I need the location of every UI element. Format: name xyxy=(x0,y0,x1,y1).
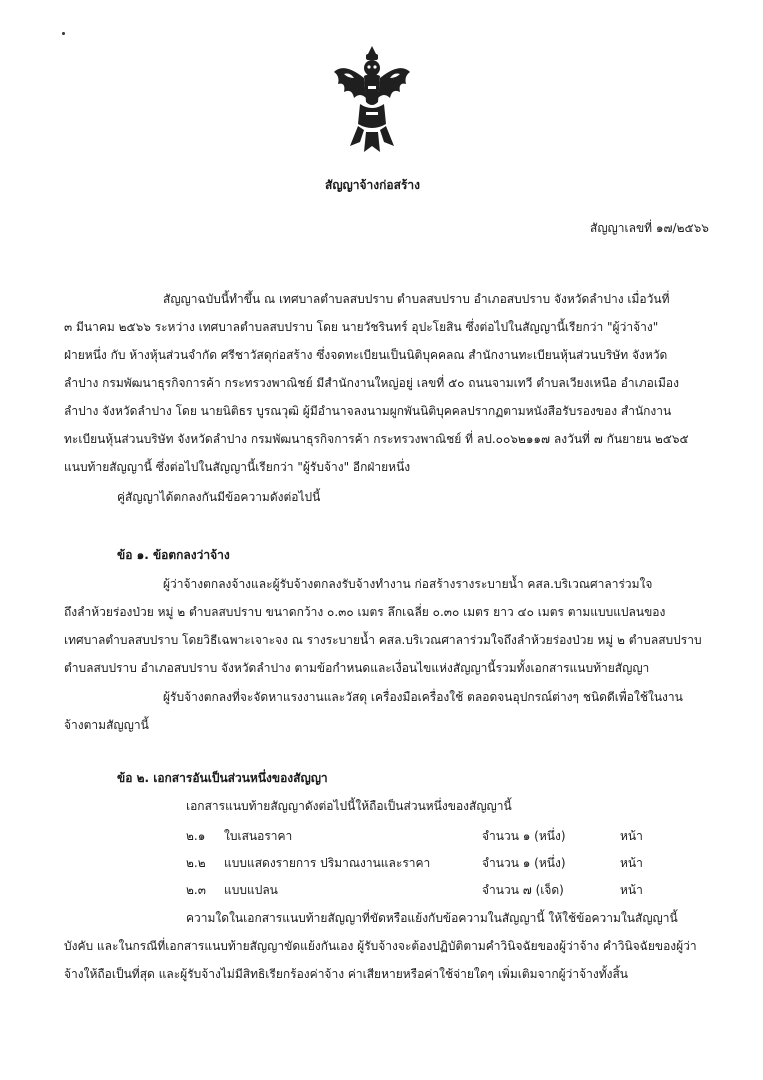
attachment-count: จำนวน ๑ (หนึ่ง) xyxy=(482,856,566,870)
preamble-line: ลำปาง จังหวัดลำปาง โดย นายนิติธร บูรณวุฒิ ผู้มีอำนาจลงนามผูกพันนิติบุคคลปรากฏตามหนังสือรับรองของ สำนักงาน xyxy=(64,404,672,418)
preamble-line: ทะเบียนหุ้นส่วนบริษัท จังหวัดลำปาง กรมพัฒนาธุรกิจการค้า กระทรวงพาณิชย์ ที่ ลป.๐๐๖๒๑๑๗ ลงวันที่ ๗ กันยายน ๒๕๖๕ xyxy=(64,432,689,446)
attachment-unit: หน้า xyxy=(620,883,643,897)
clause-2-closing-line: ความใดในเอกสารแนบท้ายสัญญาที่ขัดหรือแย้งกับข้อความในสัญญานี้ ให้ใช้ข้อความในสัญญานี้ xyxy=(186,911,678,925)
preamble-line: ฝ่ายหนึ่ง กับ ห้างหุ้นส่วนจำกัด ศรีชาวัสดุก่อสร้าง ซึ่งจดทะเบียนเป็นนิติบุคคลณ สำนักงานทะเบียนหุ้นส่วนบริษัท จังหวัด xyxy=(64,348,668,362)
attachment-number: ๒.๒ xyxy=(186,856,206,870)
clause-2-closing-line: บังคับ และในกรณีที่เอกสารแนบท้ายสัญญาขัดแย้งกันเอง ผู้รับจ้างจะต้องปฏิบัติตามคำวินิจฉัยของผู้ว่าจ้าง คำวินิจฉัยของผู้ว่า xyxy=(64,939,697,953)
clause-1-line: ผู้รับจ้างตกลงที่จะจัดหาแรงงานและวัสดุ เครื่องมือเครื่องใช้ ตลอดจนอุปกรณ์ต่างๆ ชนิดดีเพื่อใช้ในงาน xyxy=(163,690,683,704)
preamble-line: ลำปาง กรมพัฒนาธุรกิจการค้า กระทรวงพาณิชย์ มีสำนักงานใหญ่อยู่ เลขที่ ๕๐ ถนนจามเทวี ตำบลเวียงเหนือ อำเภอเมือง xyxy=(64,376,679,390)
clause-1-line: ถึงลำห้วยร่องป่วย หมู่ ๒ ตำบลสบปราบ ขนาดกว้าง ๐.๓๐ เมตร ลึกเฉลี่ย ๐.๓๐ เมตร ยาว ๔๐ เมตร ตามแบบแปลนของ xyxy=(64,605,666,619)
contract-number: สัญญาเลขที่ ๑๗/๒๕๖๖ xyxy=(590,221,709,235)
preamble-line: แนบท้ายสัญญานี้ ซึ่งต่อไปในสัญญานี้เรียกว่า "ผู้รับจ้าง" อีกฝ่ายหนึ่ง xyxy=(64,460,411,474)
scan-speck xyxy=(62,32,65,35)
attachment-count: จำนวน ๗ (เจ็ด) xyxy=(482,883,564,897)
clause-2-heading: ข้อ ๒. เอกสารอันเป็นส่วนหนึ่งของสัญญา xyxy=(117,771,328,785)
preamble-line: ๓ มีนาคม ๒๕๖๖ ระหว่าง เทศบาลตำบลสบปราบ โดย นายวัชรินทร์ อุปะโยสิน ซึ่งต่อไปในสัญญานี้เรียกว่า "ผู้ว่าจ้าง" xyxy=(64,320,659,334)
clause-1-line: เทศบาลตำบลสบปราบ โดยวิธีเฉพาะเจาะจง ณ รางระบายน้ำ คสล.บริเวณศาลาร่วมใจถึงลำห้วยร่องป่วย หมู่ ๒ ตำบลสบปราบ xyxy=(64,633,702,647)
attachment-number: ๒.๑ xyxy=(186,829,206,843)
clause-1-line: ผู้ว่าจ้างตกลงจ้างและผู้รับจ้างตกลงรับจ้างทำงาน ก่อสร้างรางระบายน้ำ คสล.บริเวณศาลาร่วมใจ xyxy=(163,577,653,591)
document-title: สัญญาจ้างก่อสร้าง xyxy=(325,178,420,192)
clause-1-heading: ข้อ ๑. ข้อตกลงว่าจ้าง xyxy=(117,548,230,562)
clause-1-line: ตำบลสบปราบ อำเภอสบปราบ จังหวัดลำปาง ตามข้อกำหนดและเงื่อนไขแห่งสัญญานี้รวมทั้งเอกสารแนบท้ายสัญญา xyxy=(64,661,650,675)
attachment-number: ๒.๓ xyxy=(186,883,206,897)
attachment-name: แบบแปลน xyxy=(224,883,278,897)
attachment-unit: หน้า xyxy=(620,856,643,870)
attachment-unit: หน้า xyxy=(620,829,643,843)
clause-2-closing-line: จ้างให้ถือเป็นที่สุด และผู้รับจ้างไม่มีสิทธิเรียกร้องค่าจ้าง ค่าเสียหายหรือค่าใช้จ่ายใดๆ เพิ่มเติมจากผู้ว่าจ้างทั้งสิ้น xyxy=(64,967,629,981)
clause-2-intro: เอกสารแนบท้ายสัญญาดังต่อไปนี้ให้ถือเป็นส่วนหนึ่งของสัญญานี้ xyxy=(186,799,512,813)
attachment-name: แบบแสดงรายการ ปริมาณงานและราคา xyxy=(224,856,431,870)
agreement-line: คู่สัญญาได้ตกลงกันมีข้อความดังต่อไปนี้ xyxy=(117,490,321,504)
garuda-emblem-icon xyxy=(330,42,414,154)
preamble-line: สัญญาฉบับนี้ทำขึ้น ณ เทศบาลตำบลสบปราบ ตำบลสบปราบ อำเภอสบปราบ จังหวัดลำปาง เมื่อวันที่ xyxy=(163,292,670,306)
attachment-name: ใบเสนอราคา xyxy=(224,829,293,843)
clause-1-line: จ้างตามสัญญานี้ xyxy=(64,718,149,732)
attachment-count: จำนวน ๑ (หนึ่ง) xyxy=(482,829,566,843)
